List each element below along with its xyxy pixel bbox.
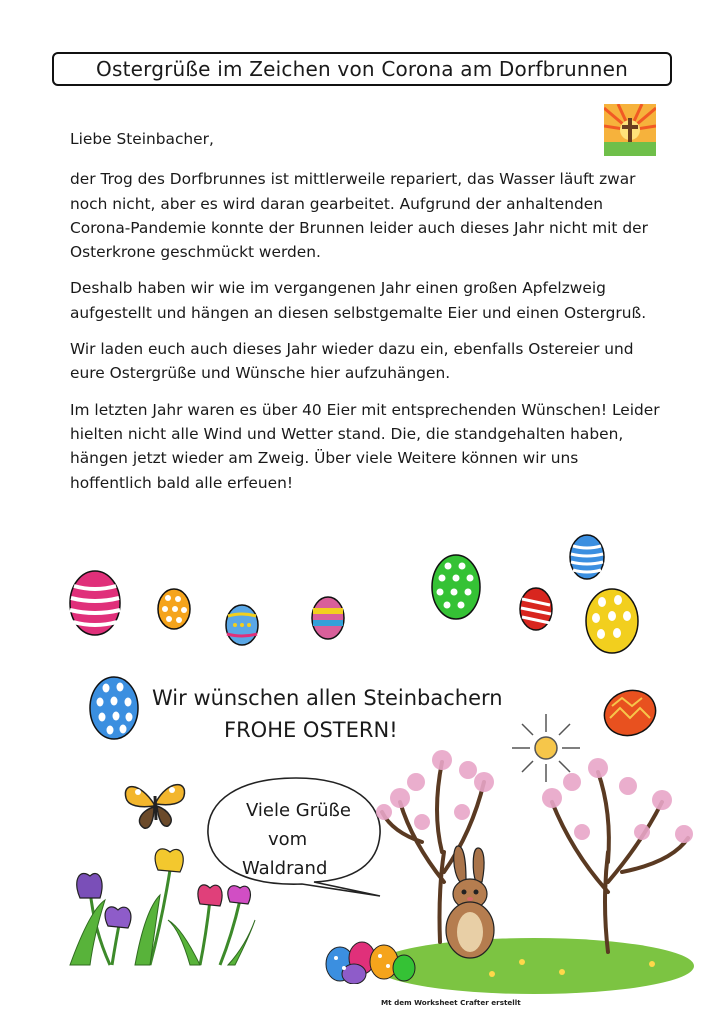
easter-egg-icon <box>224 602 260 646</box>
easter-egg-icon <box>156 586 192 630</box>
easter-egg-icon <box>518 585 554 631</box>
easter-bunny-icon <box>438 842 502 960</box>
paragraph-1: der Trog des Dorfbrunnes ist mittlerweile repariert, das Wasser läuft zwar noch nicht, aber es wird daran gearbeitet. Aufgrund der anhaltenden Corona-Pandemie konnte der Brunnen leider auch dieses Jahr nicht mit der Osterkrone geschmückt werden. <box>70 170 648 262</box>
butterfly-icon <box>120 776 190 834</box>
paragraph-2: Deshalb haben wir wie im vergangenen Jahr einen großen Apfelzweig aufgestellt und hängen an diesen selbstgemalte Eier und einen Ostergruß. <box>70 279 647 322</box>
bubble-line-2: vom <box>268 829 308 850</box>
crocus-flowers-icon <box>50 840 260 970</box>
wish-line-1: Wir wünschen allen Steinbachern <box>152 686 503 710</box>
greeting: Liebe Steinbacher, <box>70 130 214 148</box>
footer-credit: Mt dem Worksheet Crafter erstellt <box>381 998 521 1007</box>
egg-basket-icon <box>318 922 418 984</box>
page-title-text: Ostergrüße im Zeichen von Corona am Dorfbrunnen <box>96 57 628 81</box>
page-title <box>52 52 672 86</box>
easter-wish <box>152 682 503 746</box>
bubble-line-3: Waldrand <box>242 858 328 879</box>
paragraph-3: Wir laden euch auch dieses Jahr wieder dazu ein, ebenfalls Ostereier und eure Ostergrüße und Wünsche hier aufzuhängen. <box>70 340 634 383</box>
wish-line-2: FROHE OSTERN! <box>224 718 398 742</box>
blossom-tree-icon <box>372 742 696 994</box>
letter-body <box>70 127 660 507</box>
easter-egg-icon <box>602 688 658 738</box>
easter-egg-icon <box>584 586 640 654</box>
easter-egg-icon <box>88 674 140 740</box>
bubble-line-1: Viele Grüße <box>246 800 351 821</box>
easter-egg-icon <box>568 532 606 580</box>
easter-egg-icon <box>68 568 122 636</box>
easter-egg-icon <box>310 594 346 640</box>
paragraph-4: Im letzten Jahr waren es über 40 Eier mit entsprechenden Wünschen! Leider hielten nicht alle Wind und Wetter stand. Die, die standgehalten haben, hängen jetzt wieder am Zweig. Über viele Weitere können wir uns hoffentlich bald alle erfeuen! <box>70 400 660 492</box>
easter-egg-icon <box>430 552 482 620</box>
